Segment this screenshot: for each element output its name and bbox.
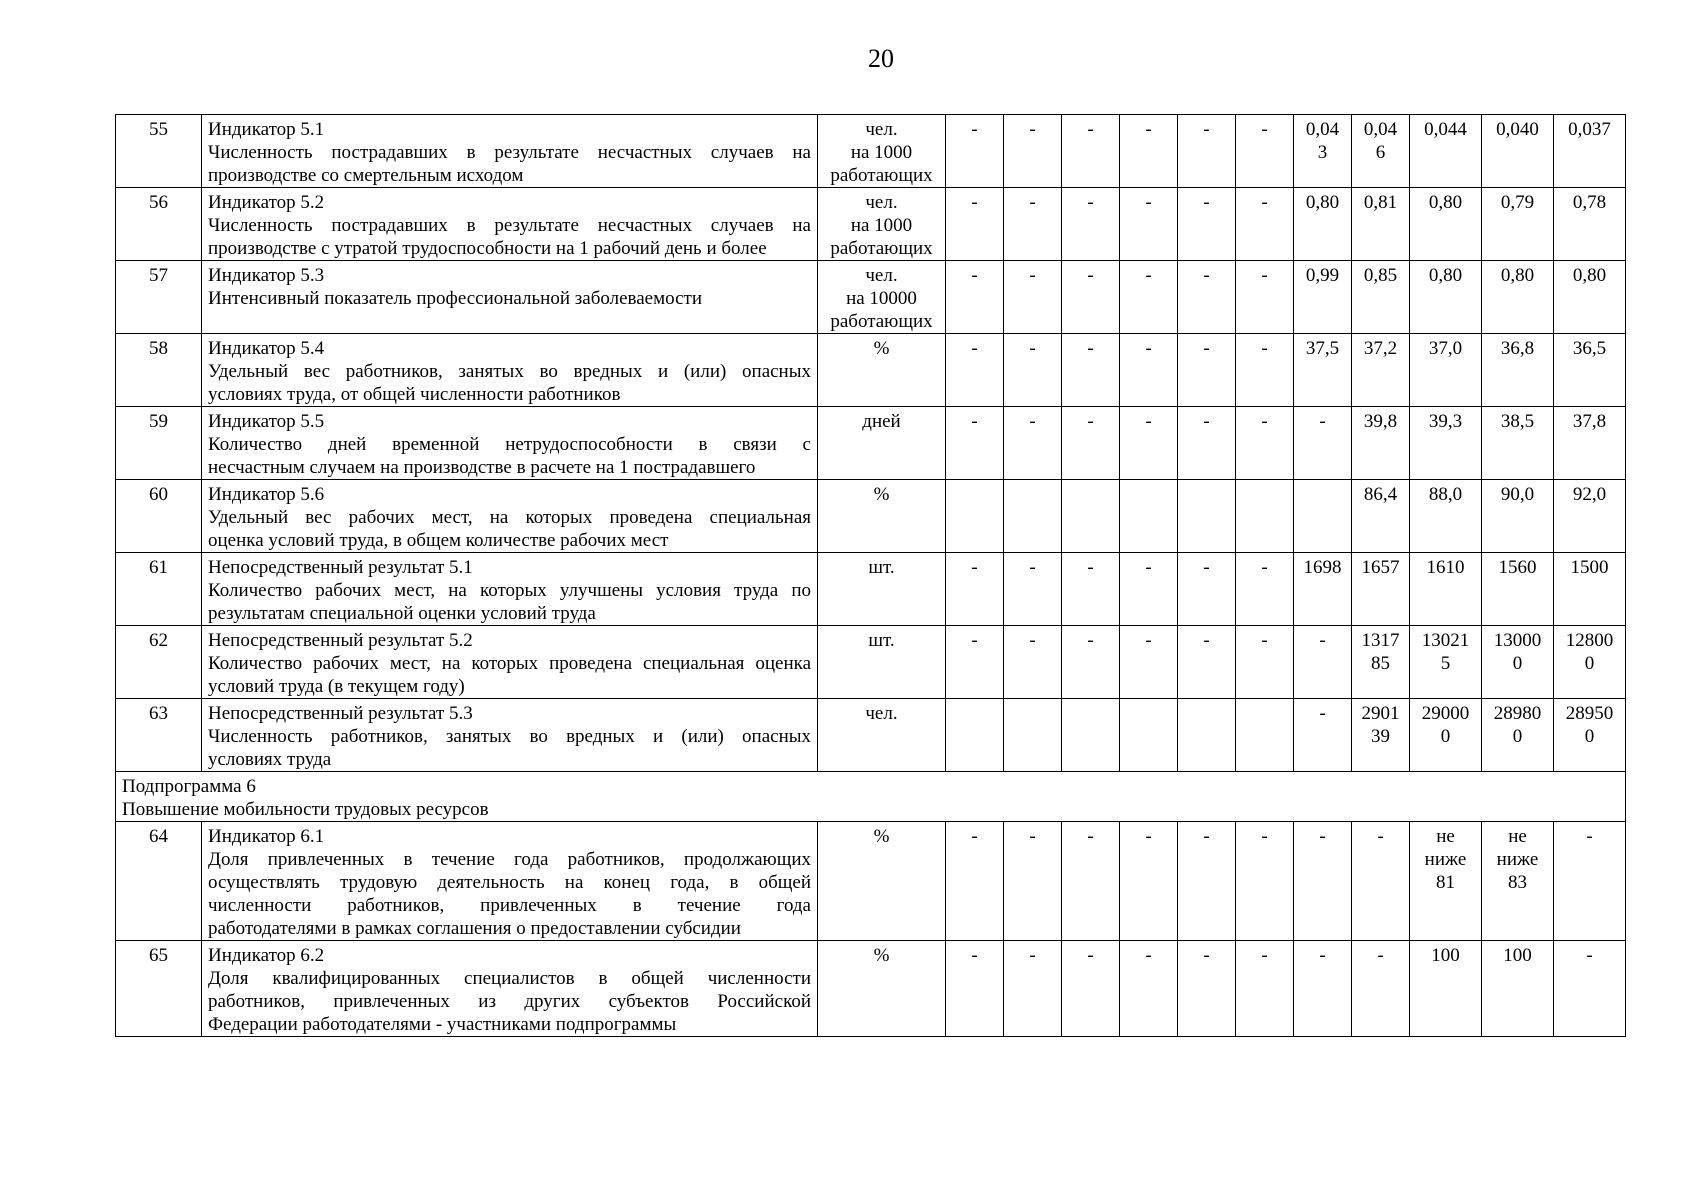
value-cell: -: [1004, 553, 1062, 626]
value-cell: 0,80: [1482, 261, 1554, 334]
value-cell: [1178, 480, 1236, 553]
value-cell: -: [1554, 822, 1626, 941]
value-cell: 13021 5: [1410, 626, 1482, 699]
value-cell: 86,4: [1352, 480, 1410, 553]
value-cell: [1294, 480, 1352, 553]
value-cell: -: [1004, 941, 1062, 1037]
value-cell: 0,85: [1352, 261, 1410, 334]
indicator-text-line: Доля квалифицированных специалистов в общей численности: [208, 968, 811, 989]
value-cell: -: [1062, 261, 1120, 334]
value-cell: 1317 85: [1352, 626, 1410, 699]
value-cell: [1120, 480, 1178, 553]
indicator-description: [202, 188, 818, 261]
indicator-text-line: Удельный вес работников, занятых во вредных и (или) опасных: [208, 361, 811, 382]
indicator-text-line: Удельный вес рабочих мест, на которых проведена специальная: [208, 507, 811, 528]
value-cell: -: [1120, 553, 1178, 626]
table-row: [116, 188, 1626, 261]
indicator-text-line: Количество рабочих мест, на которых улучшены условия труда по: [208, 580, 811, 601]
value-cell: 38,5: [1482, 407, 1554, 480]
value-cell: -: [1178, 941, 1236, 1037]
value-cell: -: [946, 553, 1004, 626]
value-cell: -: [1062, 626, 1120, 699]
unit-cell: %: [818, 822, 946, 941]
value-cell: -: [1004, 626, 1062, 699]
row-number: 61: [116, 553, 202, 626]
value-cell: -: [1120, 407, 1178, 480]
indicator-description: [202, 334, 818, 407]
value-cell: -: [1004, 407, 1062, 480]
indicator-description: [202, 261, 818, 334]
unit-cell: чел.: [818, 699, 946, 772]
indicator-text-line: оценка условий труда, в общем количестве рабочих мест: [208, 530, 669, 551]
value-cell: -: [1120, 334, 1178, 407]
value-cell: 36,5: [1554, 334, 1626, 407]
value-cell: 0,04 6: [1352, 115, 1410, 188]
value-cell: 13000 0: [1482, 626, 1554, 699]
value-cell: -: [1294, 626, 1352, 699]
value-cell: 0,044: [1410, 115, 1482, 188]
value-cell: -: [1004, 188, 1062, 261]
value-cell: -: [1062, 188, 1120, 261]
value-cell: 12800 0: [1554, 626, 1626, 699]
row-number: 56: [116, 188, 202, 261]
table-row: [116, 407, 1626, 480]
indicator-description: [202, 626, 818, 699]
indicator-title: Индикатор 6.2: [208, 945, 325, 966]
value-cell: -: [1178, 822, 1236, 941]
indicator-text-line: условий труда (в текущем году): [208, 676, 465, 697]
value-cell: [946, 699, 1004, 772]
value-cell: -: [1236, 626, 1294, 699]
indicator-text-line: Доля привлеченных в течение года работников, продолжающих: [208, 849, 811, 870]
value-cell: -: [946, 334, 1004, 407]
value-cell: 0,80: [1294, 188, 1352, 261]
indicator-description: [202, 480, 818, 553]
value-cell: 0,80: [1410, 188, 1482, 261]
table-row: [116, 941, 1626, 1037]
value-cell: -: [946, 626, 1004, 699]
value-cell: 36,8: [1482, 334, 1554, 407]
value-cell: -: [1236, 188, 1294, 261]
indicator-text-line: Численность пострадавших в результате несчастных случаев на: [208, 142, 811, 163]
value-cell: 0,040: [1482, 115, 1554, 188]
table-row: [116, 626, 1626, 699]
indicator-text-line: производстве со смертельным исходом: [208, 165, 524, 186]
row-number: 57: [116, 261, 202, 334]
value-cell: -: [946, 115, 1004, 188]
indicator-title: Индикатор 5.3: [208, 265, 325, 286]
value-cell: -: [1236, 407, 1294, 480]
value-cell: [1004, 480, 1062, 553]
row-number: 63: [116, 699, 202, 772]
value-cell: -: [1236, 261, 1294, 334]
value-cell: -: [1236, 822, 1294, 941]
subprogram-title: Подпрограмма 6 Повышение мобильности трудовых ресурсов: [116, 772, 1626, 822]
value-cell: -: [1294, 407, 1352, 480]
indicator-text-line: работодателями в рамках соглашения о предоставлении субсидии: [208, 918, 741, 939]
indicator-title: Непосредственный результат 5.1: [208, 557, 473, 578]
indicator-title: Индикатор 5.4: [208, 338, 325, 359]
value-cell: [1062, 480, 1120, 553]
value-cell: -: [946, 188, 1004, 261]
subprogram-row: [116, 772, 1626, 822]
row-number: 58: [116, 334, 202, 407]
row-number: 60: [116, 480, 202, 553]
value-cell: -: [1062, 115, 1120, 188]
indicator-text-line: Интенсивный показатель профессиональной заболеваемости: [208, 288, 703, 309]
row-number: 59: [116, 407, 202, 480]
value-cell: -: [1120, 188, 1178, 261]
row-number: 64: [116, 822, 202, 941]
value-cell: [1236, 699, 1294, 772]
unit-cell: %: [818, 941, 946, 1037]
value-cell: -: [1062, 407, 1120, 480]
value-cell: 39,3: [1410, 407, 1482, 480]
value-cell: -: [1236, 941, 1294, 1037]
value-cell: -: [1120, 822, 1178, 941]
indicator-title: Непосредственный результат 5.3: [208, 703, 473, 724]
indicator-description: [202, 699, 818, 772]
indicator-text-line: осуществлять трудовую деятельность на конец года, в общей: [208, 872, 811, 893]
indicator-text-line: условиях труда: [208, 749, 332, 770]
page-number: 20: [868, 44, 894, 73]
value-cell: 0,80: [1554, 261, 1626, 334]
indicator-title: Непосредственный результат 5.2: [208, 630, 473, 651]
value-cell: 28980 0: [1482, 699, 1554, 772]
indicator-text-line: Численность работников, занятых во вредных и (или) опасных: [208, 726, 811, 747]
value-cell: 100: [1482, 941, 1554, 1037]
value-cell: 88,0: [1410, 480, 1482, 553]
value-cell: -: [946, 261, 1004, 334]
table-row: [116, 822, 1626, 941]
value-cell: -: [1120, 115, 1178, 188]
table-row: [116, 699, 1626, 772]
indicator-description: [202, 553, 818, 626]
value-cell: -: [1236, 115, 1294, 188]
value-cell: -: [1352, 941, 1410, 1037]
table-row: [116, 553, 1626, 626]
indicator-text-line: условиях труда, от общей численности работников: [208, 384, 621, 405]
value-cell: -: [1120, 626, 1178, 699]
value-cell: -: [1554, 941, 1626, 1037]
value-cell: не ниже 83: [1482, 822, 1554, 941]
indicator-title: Индикатор 5.1: [208, 119, 325, 140]
value-cell: -: [1178, 115, 1236, 188]
row-number: 65: [116, 941, 202, 1037]
value-cell: 2901 39: [1352, 699, 1410, 772]
row-number: 55: [116, 115, 202, 188]
value-cell: -: [1120, 941, 1178, 1037]
value-cell: 37,2: [1352, 334, 1410, 407]
table-row: [116, 115, 1626, 188]
value-cell: 0,99: [1294, 261, 1352, 334]
unit-cell: шт.: [818, 626, 946, 699]
value-cell: [1004, 699, 1062, 772]
value-cell: 0,81: [1352, 188, 1410, 261]
value-cell: 1698: [1294, 553, 1352, 626]
value-cell: -: [1004, 261, 1062, 334]
unit-cell: дней: [818, 407, 946, 480]
indicator-description: [202, 407, 818, 480]
value-cell: -: [1178, 407, 1236, 480]
table-row: [116, 261, 1626, 334]
value-cell: 0,80: [1410, 261, 1482, 334]
indicator-text-line: численности работников, привлеченных в течение года: [208, 895, 811, 916]
value-cell: -: [1294, 699, 1352, 772]
value-cell: 37,0: [1410, 334, 1482, 407]
value-cell: -: [1120, 261, 1178, 334]
value-cell: -: [946, 941, 1004, 1037]
value-cell: -: [1178, 261, 1236, 334]
value-cell: [1178, 699, 1236, 772]
value-cell: -: [1178, 334, 1236, 407]
unit-cell: чел. на 1000 работающих: [818, 115, 946, 188]
value-cell: 37,5: [1294, 334, 1352, 407]
indicator-text-line: Количество дней временной нетрудоспособности в связи с: [208, 434, 811, 455]
indicator-text-line: производстве с утратой трудоспособности на 1 рабочий день и более: [208, 238, 767, 259]
indicator-title: Индикатор 5.6: [208, 484, 325, 505]
value-cell: -: [1062, 334, 1120, 407]
unit-cell: чел. на 10000 работающих: [818, 261, 946, 334]
value-cell: -: [1178, 626, 1236, 699]
value-cell: не ниже 81: [1410, 822, 1482, 941]
value-cell: -: [1062, 553, 1120, 626]
value-cell: 0,79: [1482, 188, 1554, 261]
value-cell: -: [1178, 553, 1236, 626]
indicator-description: [202, 115, 818, 188]
table-row: [116, 480, 1626, 553]
value-cell: [1062, 699, 1120, 772]
indicators-table: [115, 114, 1626, 1037]
value-cell: -: [1236, 553, 1294, 626]
value-cell: 1657: [1352, 553, 1410, 626]
value-cell: -: [1004, 334, 1062, 407]
value-cell: 0,78: [1554, 188, 1626, 261]
indicator-description: [202, 941, 818, 1037]
unit-cell: %: [818, 480, 946, 553]
value-cell: -: [1004, 115, 1062, 188]
value-cell: [946, 480, 1004, 553]
value-cell: 0,04 3: [1294, 115, 1352, 188]
value-cell: 1610: [1410, 553, 1482, 626]
indicator-text-line: Численность пострадавших в результате несчастных случаев на: [208, 215, 811, 236]
indicator-description: [202, 822, 818, 941]
value-cell: -: [1294, 941, 1352, 1037]
value-cell: -: [1294, 822, 1352, 941]
value-cell: [1120, 699, 1178, 772]
value-cell: -: [946, 407, 1004, 480]
value-cell: 90,0: [1482, 480, 1554, 553]
table-row: [116, 334, 1626, 407]
value-cell: 100: [1410, 941, 1482, 1037]
value-cell: 92,0: [1554, 480, 1626, 553]
value-cell: -: [1178, 188, 1236, 261]
unit-cell: %: [818, 334, 946, 407]
value-cell: -: [1062, 941, 1120, 1037]
indicator-text-line: результатам специальной оценки условий труда: [208, 603, 596, 624]
indicator-title: Индикатор 6.1: [208, 826, 325, 847]
value-cell: -: [946, 822, 1004, 941]
value-cell: 37,8: [1554, 407, 1626, 480]
value-cell: 39,8: [1352, 407, 1410, 480]
value-cell: [1236, 480, 1294, 553]
value-cell: 0,037: [1554, 115, 1626, 188]
indicator-title: Индикатор 5.5: [208, 411, 325, 432]
value-cell: 28950 0: [1554, 699, 1626, 772]
value-cell: -: [1062, 822, 1120, 941]
value-cell: 1500: [1554, 553, 1626, 626]
indicator-text-line: Количество рабочих мест, на которых проведена специальная оценка: [208, 653, 811, 674]
value-cell: -: [1236, 334, 1294, 407]
unit-cell: чел. на 1000 работающих: [818, 188, 946, 261]
indicator-text-line: несчастным случаем на производстве в расчете на 1 пострадавшего: [208, 457, 756, 478]
indicator-title: Индикатор 5.2: [208, 192, 325, 213]
value-cell: -: [1004, 822, 1062, 941]
unit-cell: шт.: [818, 553, 946, 626]
value-cell: -: [1352, 822, 1410, 941]
indicator-text-line: работников, привлеченных из других субъектов Российской: [208, 991, 811, 1012]
value-cell: 1560: [1482, 553, 1554, 626]
indicator-text-line: Федерации работодателями - участниками подпрограммы: [208, 1014, 677, 1035]
value-cell: 29000 0: [1410, 699, 1482, 772]
row-number: 62: [116, 626, 202, 699]
